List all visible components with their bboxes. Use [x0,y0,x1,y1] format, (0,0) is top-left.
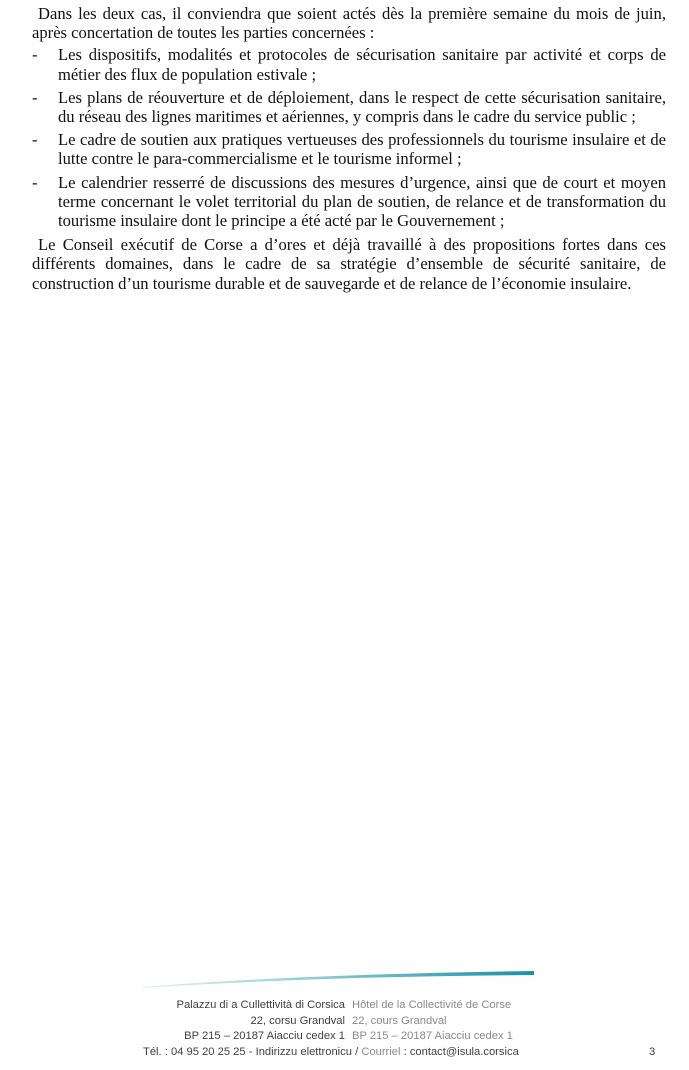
bullet-text: Les dispositifs, modalités et protocoles de sécurisation sanitaire par activité et corps de métier des flux de population estivale ; [58,45,666,84]
email-link[interactable]: contact@isula.corsica [409,1046,519,1058]
footer-address-french [352,998,513,1045]
footer-contact-line [143,1045,519,1061]
slash-separator: / [351,1046,362,1058]
email-label-corsican: Indirizzu elettronicu [255,1046,352,1058]
address-line: Palazzu di a Cullettività di Corsica [176,999,345,1011]
closing-paragraph: Le Conseil exécutif de Corse a d’ores et déjà travaillé à des propositions fortes dans ces différents domaines, dans le cadre de sa stratégie d’ensemble de sécurité sanitaire, de construction d’un tourisme durable et de sauvegarde et de relance de l’économie insulaire. [32,235,666,293]
email-label-french: Courriel [361,1046,401,1058]
address-line: Hôtel de la Collectivité de Corse [352,999,512,1011]
page-number: 3 [649,1046,656,1058]
footer-address-corsican [176,998,345,1045]
address-line: 22, corsu Grandval [250,1014,345,1027]
phone-number: Tél. : 04 95 20 25 25 [143,1046,246,1058]
address-line: 22, cours Grandval [352,1014,447,1027]
bullet-dash: - [32,45,38,65]
document-body [32,4,666,293]
list-item [32,45,666,83]
bullet-dash: - [32,172,38,192]
footer-swoosh-graphic [142,966,536,990]
address-line: BP 215 – 20187 Aiacciu cedex 1 [352,1030,513,1042]
bullet-text: Le calendrier resserré de discussions des mesures d’urgence, ainsi que de court et moyen terme concernant le volet territorial du plan de soutien, de relance et de transformation du tourisme insulaire dont le principe a été acté par le Gouvernement ; [58,172,666,231]
bullet-text: Le cadre de soutien aux pratiques vertueuses des professionnels du tourisme insulaire et de lutte contre le para-commercialisme et le tourisme informel ; [58,130,666,169]
colon-separator: : [400,1046,410,1058]
list-item [32,130,666,168]
bullet-text: Les plans de réouverture et de déploiement, dans le respect de cette sécurisation sanitaire, du réseau des lignes maritimes et aériennes, y compris dans le cadre du service public ; [58,87,666,127]
bullet-dash: - [32,130,38,150]
address-line: BP 215 – 20187 Aiacciu cedex 1 [184,1030,345,1042]
bullet-dash: - [32,87,38,107]
list-item [32,88,666,126]
bullet-list [32,45,666,230]
separator: - [245,1046,256,1058]
list-item [32,173,666,231]
intro-paragraph: Dans les deux cas, il conviendra que soient actés dès la première semaine du mois de juin, après concertation de toutes les parties concernées : [32,4,666,43]
